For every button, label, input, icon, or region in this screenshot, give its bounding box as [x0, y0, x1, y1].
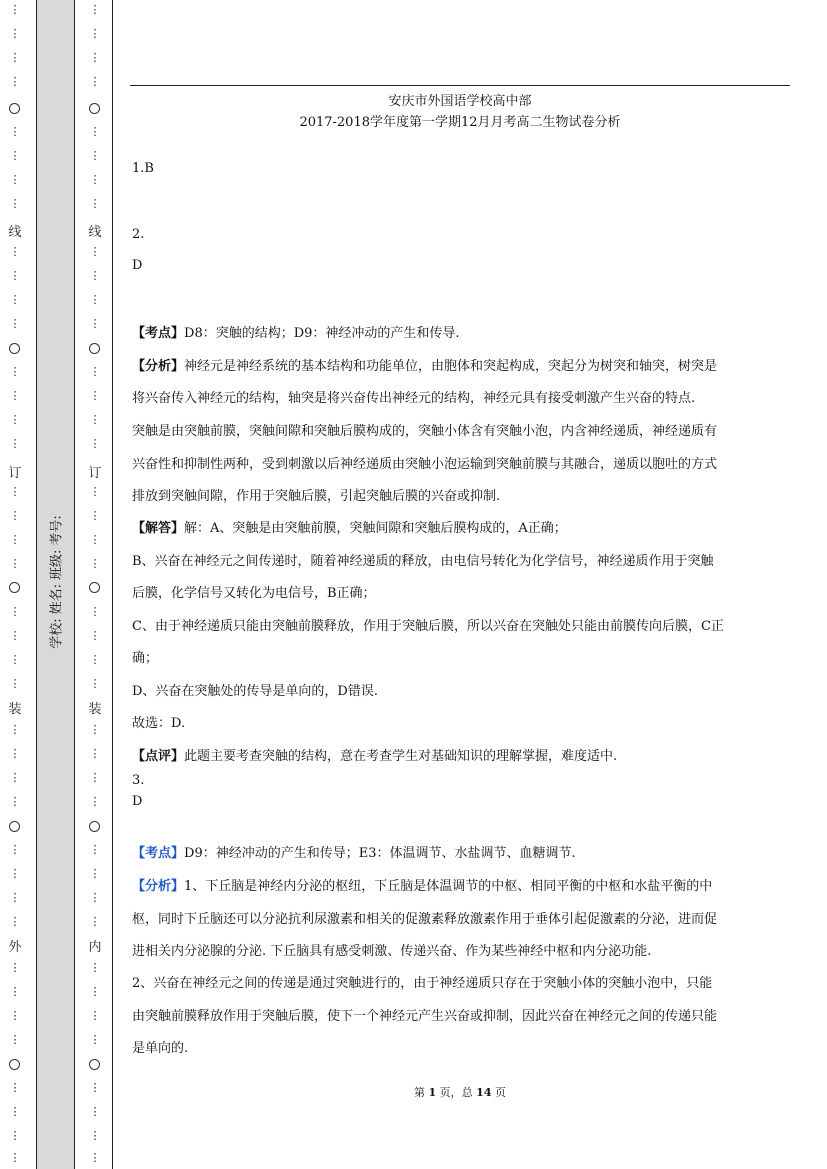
circle-icon	[89, 582, 100, 593]
q2-dianping	[132, 745, 790, 764]
dots-icon: ⋮	[89, 629, 101, 642]
fenxi-text: 1、下丘脑是神经内分泌的枢纽，下丘脑是体温调节的中枢、相同平衡的中枢和水盐平衡的中	[184, 879, 713, 894]
circle-icon	[89, 821, 100, 832]
school-name: 安庆市外国语学校高中部	[388, 94, 532, 109]
dots-icon: ⋮	[89, 771, 101, 784]
dots-icon: ⋮	[9, 557, 21, 570]
seal-char-zhuang: 装	[88, 702, 102, 717]
dots-icon: ⋮	[9, 269, 21, 282]
q2-fenxi-line1	[132, 355, 790, 374]
dots-icon: ⋮	[89, 75, 101, 88]
dots-icon: ⋮	[89, 3, 101, 16]
q2-jieda-line7: 故选：D.	[132, 716, 186, 731]
dots-icon: ⋮	[89, 605, 101, 618]
dots-icon: ⋮	[89, 293, 101, 306]
q3-fenxi-line3: 进相关内分泌腺的分泌. 下丘脑具有感受刺激、传递兴奋、作为某些神经中枢和内分泌功能.	[132, 944, 652, 959]
dianping-tag: 【点评】	[132, 749, 185, 764]
jieda-text: 解：A、突触是由突触前膜，突触间隙和突触后膜构成的，A正确；	[184, 521, 567, 536]
kaodian-tag: 【考点】	[132, 326, 185, 341]
q2-jieda-line1	[132, 517, 790, 536]
dots-icon: ⋮	[89, 269, 101, 282]
dots-icon: ⋮	[9, 149, 21, 162]
dots-icon: ⋮	[9, 795, 21, 808]
header-rule	[130, 85, 790, 86]
q3-kaodian	[132, 842, 790, 861]
q1-answer: 1.B	[132, 161, 154, 176]
q3-fenxi-line6: 是单向的.	[132, 1041, 189, 1056]
circle-icon	[89, 1059, 100, 1070]
q2-jieda-line2: B、兴奋在神经元之间传递时，随着神经递质的释放，由电信号转化为化学信号，神经递质作用于突触	[132, 554, 714, 569]
dots-icon: ⋮	[89, 557, 101, 570]
jieda-tag: 【解答】	[132, 521, 185, 536]
dots-icon: ⋮	[89, 149, 101, 162]
footer-middle: 页，总	[439, 1086, 473, 1099]
q2-jieda-line3: 后膜，化学信号又转化为电信号，B正确；	[132, 586, 376, 601]
dots-icon: ⋮	[89, 795, 101, 808]
kaodian-text: D9：神经冲动的产生和传导；E3：体温调节、水盐调节、血糖调节.	[184, 846, 576, 861]
dots-icon: ⋮	[9, 677, 21, 690]
q2-jieda-line5: 确；	[132, 651, 159, 666]
dots-icon: ⋮	[9, 1129, 21, 1142]
fenxi-text: 神经元是神经系统的基本结构和功能单位，由胞体和突起构成，突起分为树突和轴突，树突是	[184, 359, 718, 374]
dots-icon: ⋮	[9, 509, 21, 522]
dots-icon: ⋮	[9, 867, 21, 880]
dots-icon: ⋮	[9, 605, 21, 618]
dots-icon: ⋮	[89, 413, 101, 426]
dots-icon: ⋮	[9, 51, 21, 64]
q2-fenxi-line5: 排放到突触间隙，作用于突触后膜，引起突触后膜的兴奋或抑制.	[132, 489, 501, 504]
dots-icon: ⋮	[9, 747, 21, 760]
name-label: 姓名:	[49, 584, 64, 615]
dots-icon: ⋮	[89, 653, 101, 666]
exam-title: 2017-2018学年度第一学期12月月考高二生物试卷分析	[299, 115, 621, 130]
seal-char-xian: 线	[88, 225, 102, 240]
dots-icon: ⋮	[89, 509, 101, 522]
dots-icon: ⋮	[89, 197, 101, 210]
dots-icon: ⋮	[89, 723, 101, 736]
dots-icon: ⋮	[89, 867, 101, 880]
class-label: 班级:	[49, 549, 64, 580]
dots-icon: ⋮	[9, 1105, 21, 1118]
seal-char-xian: 线	[8, 225, 22, 240]
page-footer	[130, 1084, 790, 1100]
dots-icon: ⋮	[9, 771, 21, 784]
q2-number: 2.	[132, 227, 145, 242]
school-label: 学校:	[49, 618, 64, 649]
dots-icon: ⋮	[89, 1009, 101, 1022]
dots-icon: ⋮	[9, 1033, 21, 1046]
dots-icon: ⋮	[9, 365, 21, 378]
q3-answer: D	[132, 794, 143, 809]
dots-icon: ⋮	[9, 533, 21, 546]
dots-icon: ⋮	[89, 915, 101, 928]
q2-fenxi-line3: 突触是由突触前膜，突触间隙和突触后膜构成的，突触小体含有突触小泡，内含神经递质，神经递质有	[132, 424, 718, 439]
dots-icon: ⋮	[89, 843, 101, 856]
q2-answer: D	[132, 258, 143, 273]
q2-jieda-line6: D、兴奋在突触处的传导是单向的，D错误.	[132, 684, 378, 699]
seal-char-ding: 订	[8, 466, 22, 481]
dots-icon: ⋮	[9, 75, 21, 88]
dots-icon: ⋮	[89, 125, 101, 138]
dots-icon: ⋮	[89, 677, 101, 690]
dots-icon: ⋮	[9, 389, 21, 402]
q3-fenxi-line4: 2、兴奋在神经元之间的传递是通过突触进行的，由于神经递质只存在于突触小体的突触小泡中，只能	[132, 976, 713, 991]
footer-prefix: 第	[414, 1086, 426, 1099]
dots-icon: ⋮	[9, 915, 21, 928]
dots-icon: ⋮	[89, 51, 101, 64]
dots-icon: ⋮	[89, 1105, 101, 1118]
dots-icon: ⋮	[89, 27, 101, 40]
dots-icon: ⋮	[89, 985, 101, 998]
kaodian-text: D8：突触的结构；D9：神经冲动的产生和传导.	[184, 326, 460, 341]
dots-icon: ⋮	[89, 437, 101, 450]
fenxi-tag: 【分析】	[132, 359, 185, 374]
dots-icon: ⋮	[9, 1081, 21, 1094]
dots-icon: ⋮	[9, 723, 21, 736]
dots-icon: ⋮	[89, 389, 101, 402]
inner-seal-column	[80, 0, 110, 1169]
dots-icon: ⋮	[9, 197, 21, 210]
q2-jieda-line4: C、由于神经递质只能由突触前膜释放，作用于突触后膜，所以兴奋在突触处只能由前膜传向后膜，C正	[132, 619, 724, 634]
dots-icon: ⋮	[9, 1009, 21, 1022]
seal-char-wai: 外	[8, 940, 22, 955]
circle-icon	[89, 343, 100, 354]
dots-icon: ⋮	[89, 961, 101, 974]
dots-icon: ⋮	[9, 3, 21, 16]
q3-fenxi-line2: 枢，同时下丘脑还可以分泌抗利尿激素和相关的促激素释放激素作用于垂体引起促激素的分泌，进而促	[132, 912, 718, 927]
dots-icon: ⋮	[89, 1033, 101, 1046]
dots-icon: ⋮	[9, 961, 21, 974]
q3-fenxi-line5: 由突触前膜释放作用于突触后膜，使下一个神经元产生兴奋或抑制，因此兴奋在神经元之间的传递只能	[132, 1009, 718, 1024]
fenxi-tag: 【分析】	[132, 879, 185, 894]
dots-icon: ⋮	[89, 533, 101, 546]
q2-fenxi-line4: 兴奋性和抑制性两种，受到刺激以后神经递质由突触小泡运输到突触前膜与其融合，递质以胞吐的方式	[132, 457, 718, 472]
dots-icon: ⋮	[89, 747, 101, 760]
dots-icon: ⋮	[9, 173, 21, 186]
dots-icon: ⋮	[9, 891, 21, 904]
seal-char-nei: 内	[88, 940, 102, 955]
seal-char-zhuang: 装	[8, 702, 22, 717]
dots-icon: ⋮	[89, 365, 101, 378]
circle-icon	[9, 343, 20, 354]
dots-icon: ⋮	[9, 245, 21, 258]
q3-fenxi-line1	[132, 875, 790, 894]
seal-char-ding: 订	[88, 466, 102, 481]
dots-icon: ⋮	[89, 1151, 101, 1164]
q2-fenxi-line2: 将兴奋传入神经元的结构，轴突是将兴奋传出神经元的结构，神经元具有接受刺激产生兴奋的特点.	[132, 391, 696, 406]
dots-icon: ⋮	[9, 985, 21, 998]
dots-icon: ⋮	[89, 1129, 101, 1142]
dots-icon: ⋮	[89, 317, 101, 330]
dots-icon: ⋮	[9, 437, 21, 450]
dots-icon: ⋮	[9, 629, 21, 642]
dots-icon: ⋮	[9, 653, 21, 666]
dianping-text: 此题主要考查突触的结构，意在考查学生对基础知识的理解掌握，难度适中.	[184, 749, 618, 764]
q2-kaodian	[132, 322, 790, 341]
q3-number: 3.	[132, 773, 145, 788]
footer-suffix: 页	[494, 1086, 506, 1099]
dots-icon: ⋮	[9, 485, 21, 498]
binding-margin	[0, 0, 113, 1169]
dots-icon: ⋮	[9, 1151, 21, 1164]
dots-icon: ⋮	[89, 485, 101, 498]
dots-icon: ⋮	[9, 125, 21, 138]
dots-icon: ⋮	[89, 1081, 101, 1094]
page-number: 1	[428, 1086, 437, 1099]
kaodian-tag: 【考点】	[132, 846, 185, 861]
circle-icon	[9, 1059, 20, 1070]
dots-icon: ⋮	[9, 293, 21, 306]
student-info-fields	[36, 0, 73, 1169]
number-label: 考号:	[49, 515, 64, 546]
circle-icon	[9, 821, 20, 832]
dots-icon: ⋮	[9, 843, 21, 856]
dots-icon: ⋮	[89, 891, 101, 904]
dots-icon: ⋮	[89, 173, 101, 186]
circle-icon	[89, 103, 100, 114]
dots-icon: ⋮	[9, 317, 21, 330]
page-total: 14	[476, 1086, 492, 1099]
dots-icon: ⋮	[9, 27, 21, 40]
dots-icon: ⋮	[9, 413, 21, 426]
circle-icon	[9, 103, 20, 114]
dots-icon: ⋮	[89, 245, 101, 258]
